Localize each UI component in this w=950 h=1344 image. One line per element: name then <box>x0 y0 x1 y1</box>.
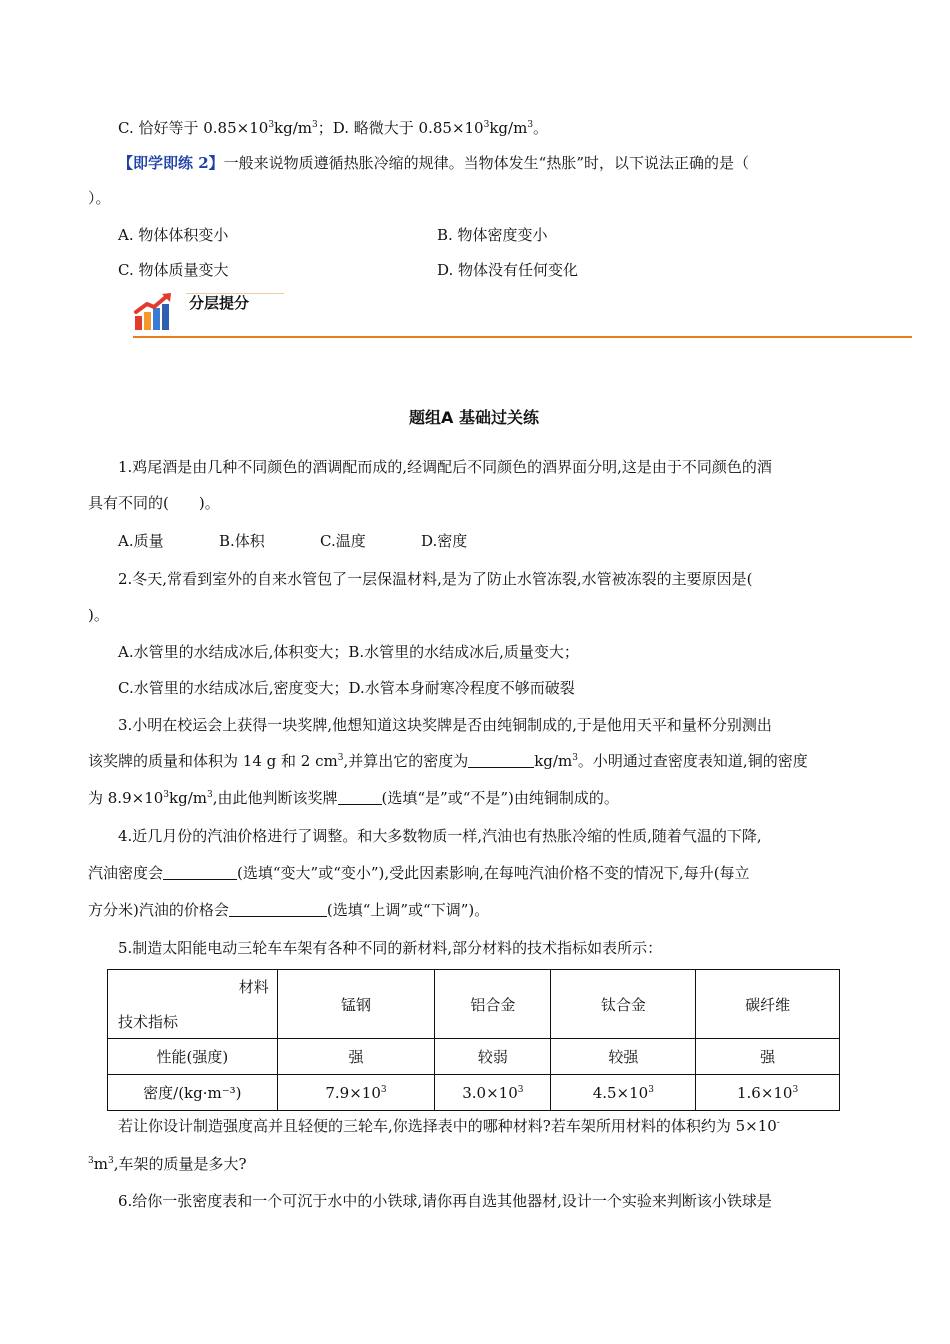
text: (选填“上调”或“下调”)。 <box>326 901 490 919</box>
practice-2-label: 【即学即练 2】 <box>118 154 224 172</box>
exponent: 3 <box>792 1084 799 1095</box>
banner-icon <box>133 292 177 332</box>
banner-title: 分层提分 <box>189 294 250 312</box>
q5-after-line-2 <box>88 1153 247 1175</box>
table-header-cell: 碳纤维 <box>696 970 840 1039</box>
q2-options-ab: A.水管里的水结成冰后,体积变大；B.水管里的水结成冰后,质量变大； <box>118 643 579 661</box>
text: ,并算出它的密度为 <box>343 752 469 770</box>
table-header-cell: 钛合金 <box>551 970 696 1039</box>
unit: kg/m <box>169 789 207 807</box>
answer-blank[interactable] <box>338 790 382 805</box>
text: (选填“变大”或“变小”),受此因素影响,在每吨汽油价格不变的情况下,每升(每立 <box>237 864 750 882</box>
answer-blank[interactable] <box>229 902 327 917</box>
text: 。小明通过查密度表知道,铜的密度 <box>577 752 808 770</box>
text: 若让你设计制造强度高并且轻便的三轮车,你选择表中的哪种材料?若车架所用材料的体积约为 5×10 <box>118 1117 777 1135</box>
exponent: 3 <box>572 753 578 763</box>
exponent: 3 <box>268 120 275 130</box>
q6-line-1: 6.给你一张密度表和一个可沉于水中的小铁球,请你再自选其他器材,设计一个实验来判断该小铁球是 <box>118 1192 772 1210</box>
table-corner-cell <box>108 970 278 1039</box>
exponent: 3 <box>88 1156 94 1166</box>
practice-2-stem <box>118 152 749 174</box>
table-cell: 较强 <box>551 1039 696 1075</box>
exponent: 3 <box>107 1156 114 1166</box>
group-title: 题组A 基础过关练 <box>409 408 539 427</box>
table-cell: 强 <box>696 1039 840 1075</box>
exponent: 3 <box>483 120 490 130</box>
exponent: 3 <box>517 1084 524 1095</box>
value: 1.6×10 <box>736 1083 793 1102</box>
practice-2-option-d: D. 物体没有任何变化 <box>437 261 579 279</box>
practice-2-text: 一般来说物质遵循热胀冷缩的规律。当物体发生“热胀”时，以下说法正确的是（ <box>223 154 750 172</box>
table-row <box>108 1075 840 1111</box>
q4-line-1: 4.近几月份的汽油价格进行了调整。和大多数物质一样,汽油也有热胀冷缩的性质,随着气温的下降, <box>118 827 762 845</box>
corner-label-index: 技术指标 <box>118 1013 179 1031</box>
table-row-label: 密度/(kg·m⁻³) <box>108 1075 278 1111</box>
q3-line-1: 3.小明在校运会上获得一块奖牌,他想知道这块奖牌是否由纯铜制成的,于是他用天平和量杯分别测出 <box>118 716 772 734</box>
practice-2-stem-cont: ）。 <box>88 189 111 207</box>
exponent: 3 <box>163 790 170 800</box>
banner-divider <box>133 336 912 338</box>
corner-label-material: 材料 <box>238 978 269 996</box>
exponent: 3 <box>337 753 344 763</box>
table-header-cell: 铝合金 <box>435 970 551 1039</box>
q1-option-d: D.密度 <box>421 532 468 550</box>
q1-line-1: 1.鸡尾酒是由几种不同颜色的酒调配而成的,经调配后不同颜色的酒界面分明,这是由于不同颜色的酒 <box>118 458 772 476</box>
table-header-row <box>108 970 840 1039</box>
q4-line-2 <box>88 862 750 884</box>
banner-title-underline <box>186 293 284 294</box>
value: 4.5×10 <box>592 1083 649 1102</box>
practice-2-option-b: B. 物体密度变小 <box>437 226 548 244</box>
bar-chart-arrow-icon <box>133 292 177 332</box>
table-cell <box>277 1075 435 1111</box>
text: ,车架的质量是多大? <box>113 1155 247 1173</box>
table-cell: 较弱 <box>435 1039 551 1075</box>
table-header-cell: 锰钢 <box>277 970 435 1039</box>
q2-line-2: )。 <box>88 606 109 624</box>
option-d: ；D. 略微大于 0.85×10 <box>317 119 484 137</box>
q3-line-3 <box>88 787 619 809</box>
practice-2-option-c: C. 物体质量变大 <box>118 261 229 279</box>
text: 为 8.9×10 <box>88 789 164 807</box>
text: 该奖牌的质量和体积为 14 g 和 2 cm <box>88 752 338 770</box>
q2-line-1: 2.冬天,常看到室外的自来水管包了一层保温材料,是为了防止水管冻裂,水管被冻裂的主要原因是( <box>118 570 753 588</box>
exponent: 3 <box>380 1084 387 1095</box>
unit: kg/m <box>534 752 573 770</box>
unit: kg/m <box>274 119 313 137</box>
punctuation: 。 <box>533 119 549 137</box>
answer-blank[interactable] <box>468 753 534 768</box>
answer-blank[interactable] <box>163 865 237 880</box>
exponent: - <box>776 1118 780 1128</box>
value: 7.9×10 <box>325 1083 381 1102</box>
exponent: 3 <box>527 120 534 130</box>
unit: m <box>93 1155 108 1173</box>
q1-option-b: B.体积 <box>219 532 265 550</box>
q3-line-2 <box>88 750 808 772</box>
practice-2-option-a: A. 物体体积变小 <box>118 226 229 244</box>
exponent: 3 <box>648 1084 654 1095</box>
q1-option-a: A.质量 <box>118 532 164 550</box>
text: ,由此他判断该奖牌 <box>212 789 338 807</box>
q4-line-3 <box>88 899 489 921</box>
value: 3.0×10 <box>462 1083 518 1102</box>
table-cell <box>696 1075 840 1111</box>
materials-table <box>107 969 840 1111</box>
table-row-label: 性能(强度) <box>108 1039 278 1075</box>
option-cd-line <box>118 117 548 139</box>
table-cell <box>435 1075 551 1111</box>
q5-after-line-1 <box>118 1115 780 1137</box>
q1-option-c: C.温度 <box>320 532 366 550</box>
text: (选填“是”或“不是”)由纯铜制成的。 <box>381 789 619 807</box>
q5-line-1: 5.制造太阳能电动三轮车车架有各种不同的新材料,部分材料的技术指标如表所示： <box>118 939 663 957</box>
table-row <box>108 1039 840 1075</box>
exponent: 3 <box>312 120 318 130</box>
unit: kg/m <box>489 119 528 137</box>
text: 汽油密度会 <box>88 864 164 882</box>
option-c: C. 恰好等于 0.85×10 <box>118 119 269 137</box>
q2-options-cd: C.水管里的水结成冰后,密度变大；D.水管本身耐寒冷程度不够而破裂 <box>118 679 575 697</box>
table-cell <box>551 1075 696 1111</box>
q1-line-2: 具有不同的( )。 <box>88 494 220 512</box>
table-cell: 强 <box>277 1039 435 1075</box>
exponent: 3 <box>206 790 213 800</box>
text: 方分米)汽油的价格会 <box>88 901 229 919</box>
